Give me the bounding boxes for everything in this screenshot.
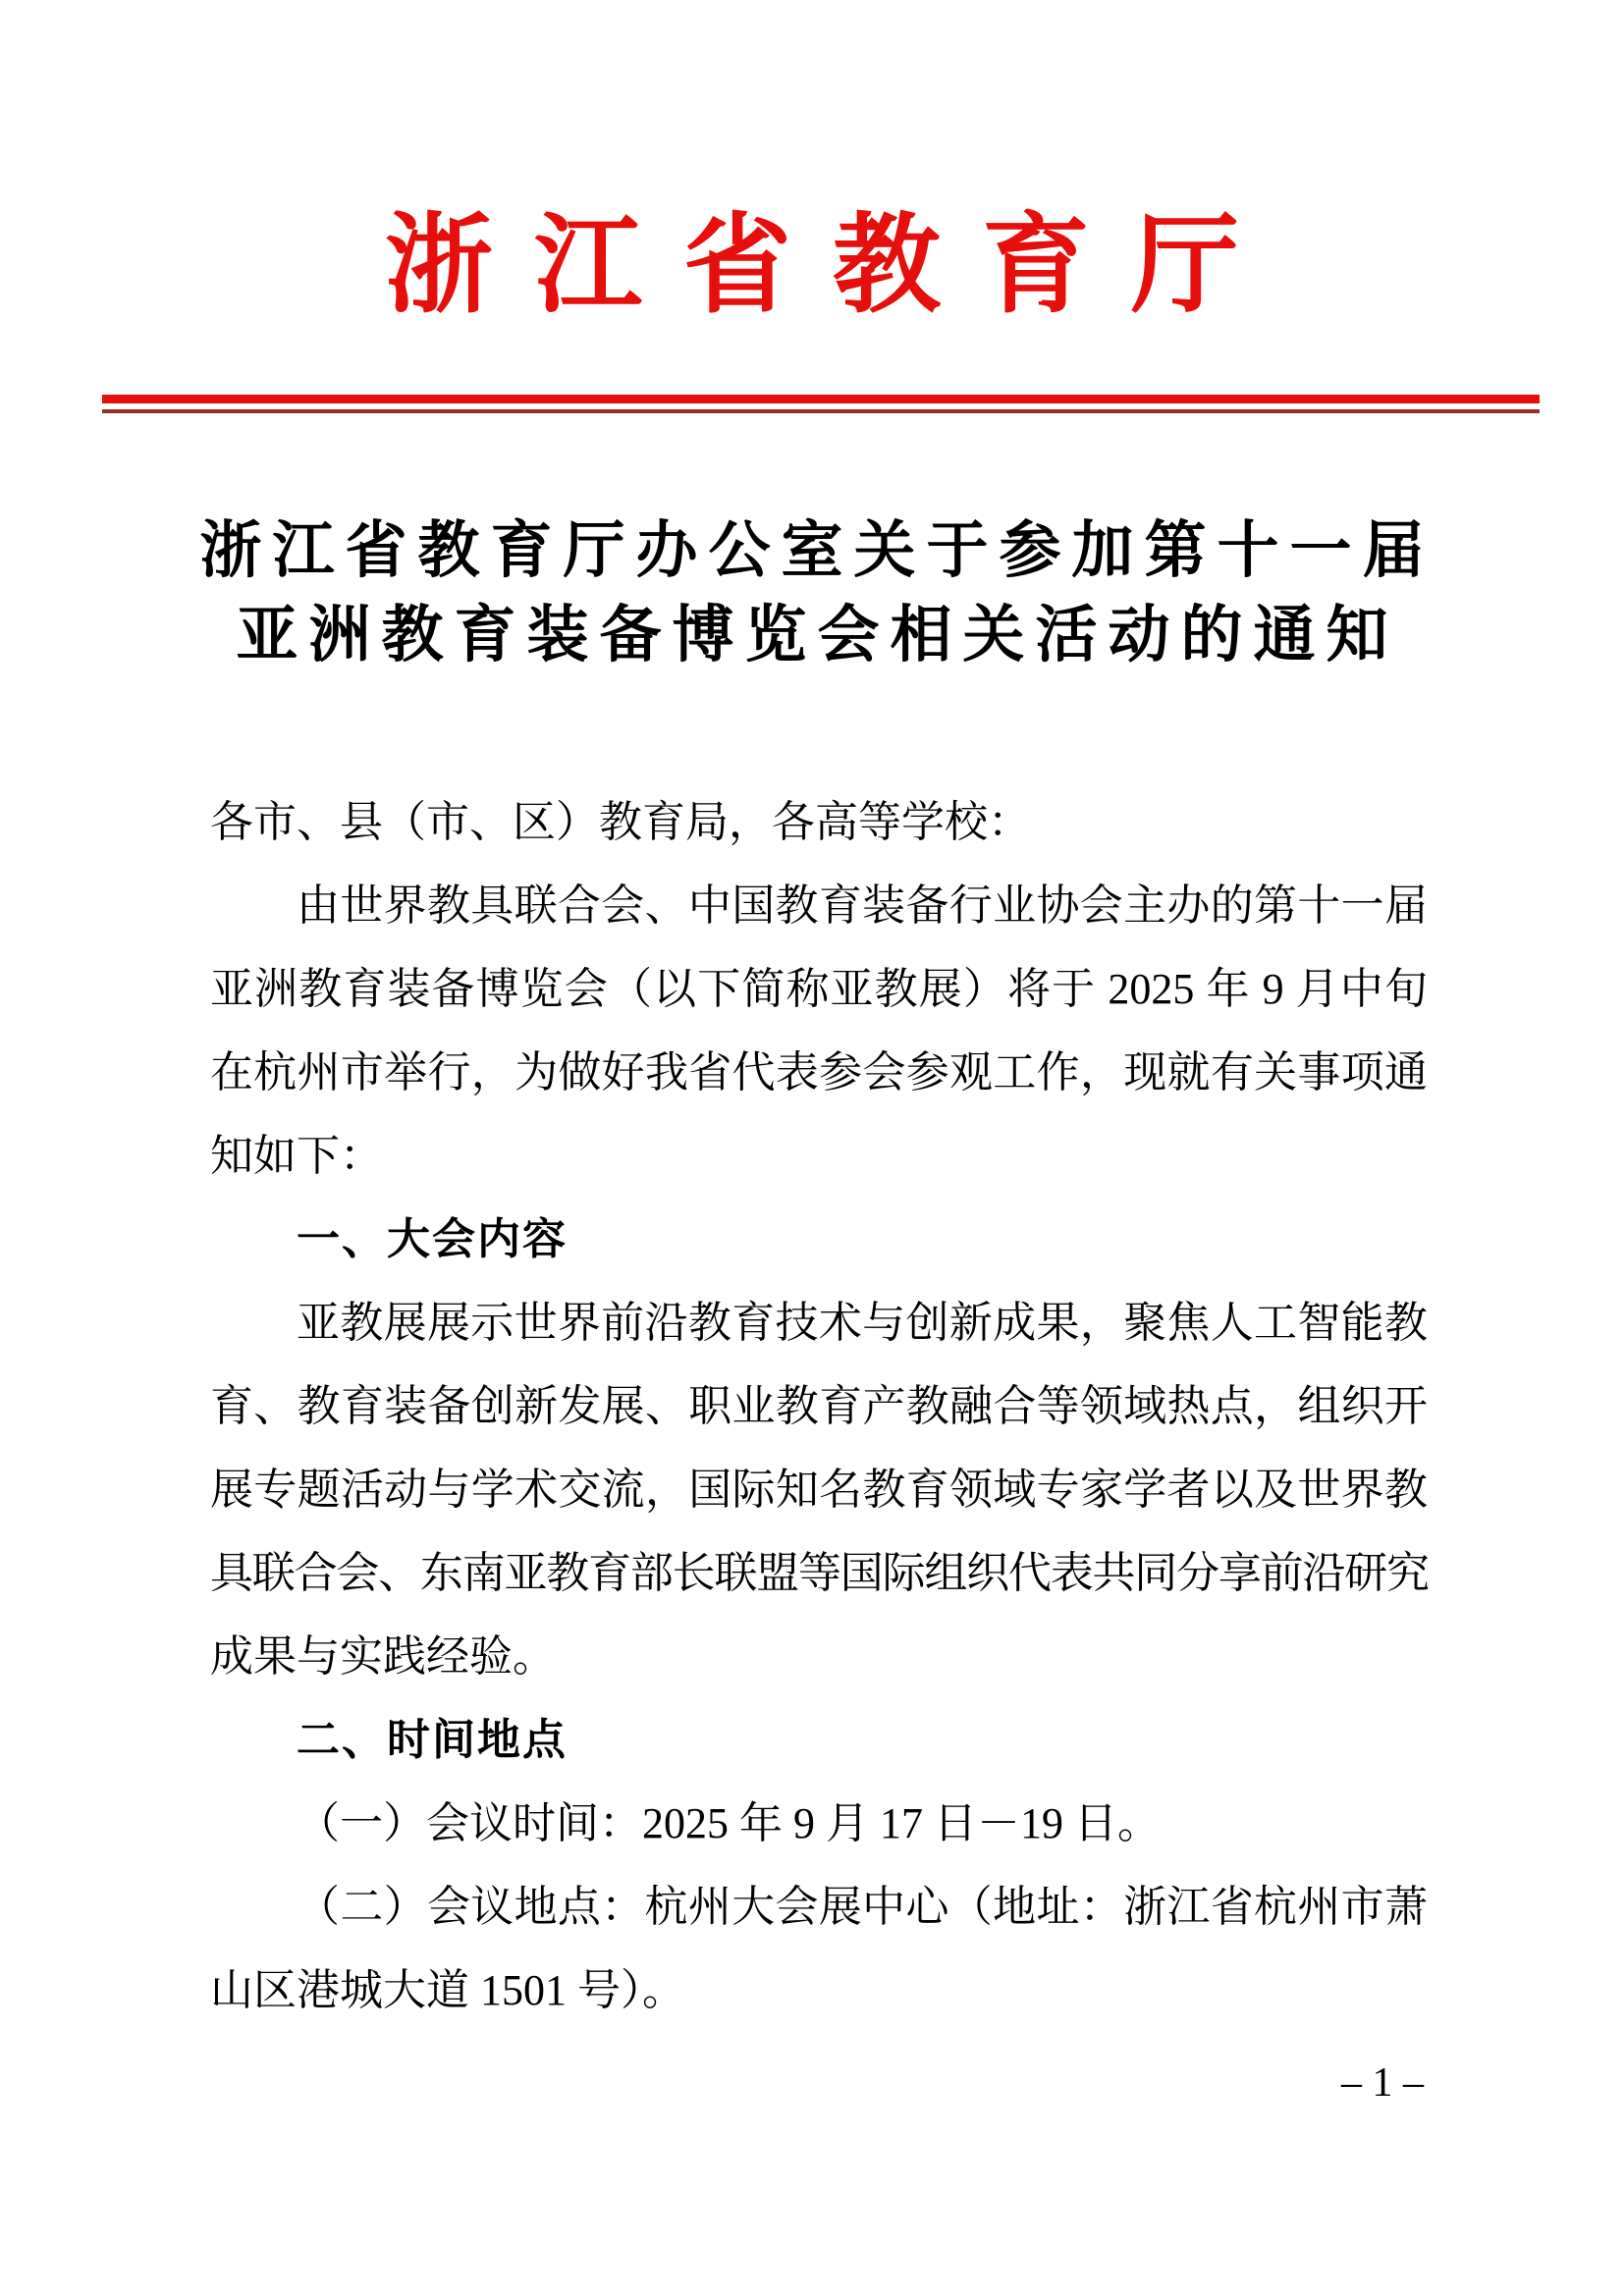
body-line: 亚洲教育装备博览会（以下简称亚教展）将于 2025 年 9 月中旬 bbox=[210, 965, 1428, 1013]
body-line: 由世界教具联合会、中国教育装备行业协会主办的第十一届 bbox=[297, 881, 1428, 930]
document-title-line-2: 亚洲教育装备博览会相关活动的通知 bbox=[236, 601, 1399, 669]
letterhead-title: 浙江省教育厅 bbox=[385, 206, 1280, 326]
document-title bbox=[0, 508, 1624, 677]
body-line: 展专题活动与学术交流，国际知名教育领域专家学者以及世界教 bbox=[210, 1466, 1428, 1514]
body-line: 具联合会、东南亚教育部长联盟等国际组织代表共同分享前沿研究 bbox=[210, 1549, 1428, 1597]
body-line: （一）会议时间：2025 年 9 月 17 日－19 日。 bbox=[297, 1799, 1161, 1847]
section-heading: 二、时间地点 bbox=[297, 1716, 568, 1764]
body-line: （二）会议地点：杭州大会展中心（地址：浙江省杭州市萧 bbox=[297, 1883, 1428, 1931]
body-line: 山区港城大道 1501 号）。 bbox=[210, 1966, 685, 2014]
body-line: 各市、县（市、区）教育局，各高等学校： bbox=[210, 798, 1031, 846]
red-rule-thick bbox=[102, 395, 1540, 403]
body-line: 在杭州市举行，为做好我省代表参会参观工作，现就有关事项通 bbox=[210, 1048, 1428, 1096]
page-number: – 1 – bbox=[1341, 2060, 1424, 2106]
body-line: 成果与实践经验。 bbox=[210, 1632, 556, 1681]
red-separator bbox=[102, 395, 1540, 413]
red-rule-thin bbox=[102, 409, 1540, 413]
body-line: 育、教育装备创新发展、职业教育产教融合等领域热点，组织开 bbox=[210, 1382, 1428, 1430]
document-title-line-1: 浙江省教育厅办公室关于参加第十一届 bbox=[199, 516, 1435, 585]
body-line: 亚教展展示世界前沿教育技术与创新成果，聚焦人工智能教 bbox=[297, 1299, 1428, 1347]
document-body bbox=[210, 780, 1428, 2032]
section-heading: 一、大会内容 bbox=[297, 1215, 568, 1263]
body-line: 知如下： bbox=[210, 1132, 383, 1180]
